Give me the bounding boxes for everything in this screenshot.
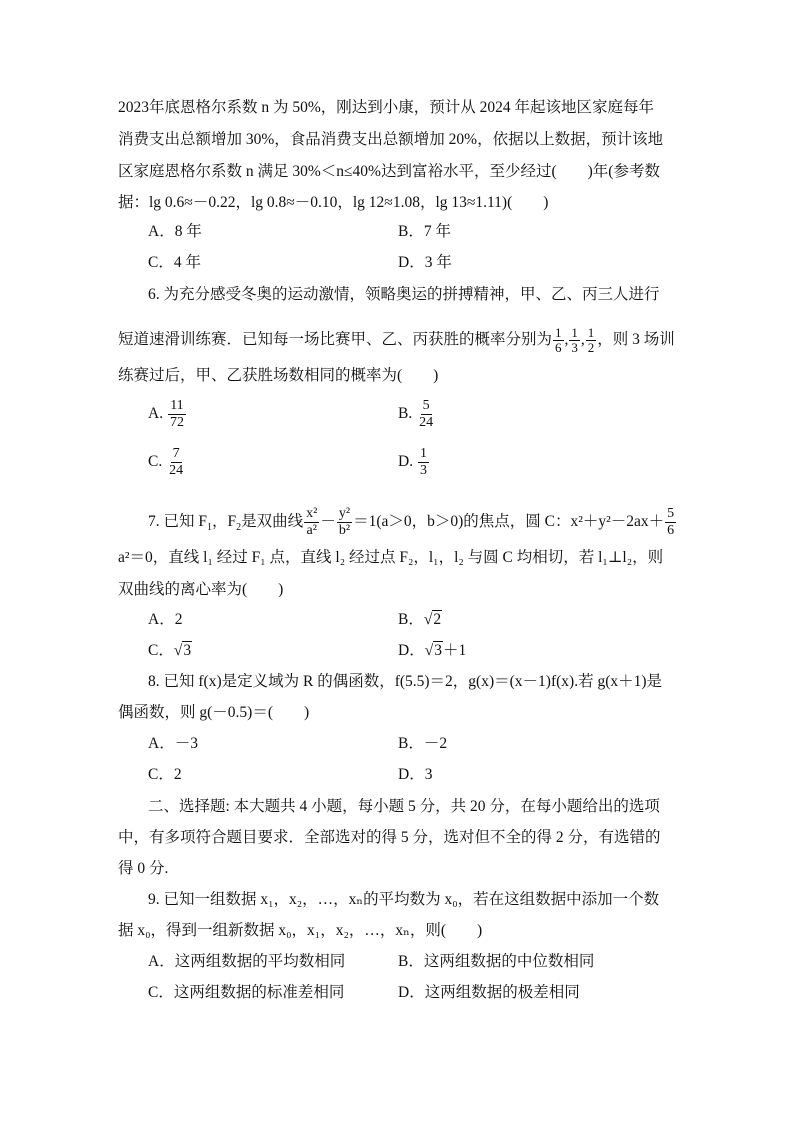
q7-line-2: a²＝0，直线 l₁ 经过 F₁ 点，直线 l₂ 经过点 F₂，l₁，l₂ 与圆 C 均相切，若 l₁⊥l₂，则 xyxy=(118,549,664,566)
q7-line-3: 双曲线的离心率为( ) xyxy=(118,581,284,598)
q8-line-2: 偶函数，则 g(－0.5)＝( ) xyxy=(118,704,310,721)
q8-option-c: C．2 xyxy=(148,766,182,783)
q5-line-1: 2023年底恩格尔系数 n 为 50%，刚达到小康，预计从 2024 年起该地区家庭每年 xyxy=(118,99,655,116)
section-2-line-1: 二、选择题: 本大题共 4 小题，每小题 5 分，共 20 分，在每小题给出的选项 xyxy=(148,798,660,815)
q7-option-c: C．√3 xyxy=(148,642,192,659)
q9-option-d: D．这两组数据的极差相同 xyxy=(398,984,580,1001)
q6-text-tail: ，则 3 场训 xyxy=(597,331,675,349)
q5-option-b: B．7 年 xyxy=(398,223,451,240)
q9-line-2: 据 x₀，得到一组新数据 x₀，x₁，x₂，…，xₙ，则( ) xyxy=(118,922,483,939)
q6-fraction-1: $\frac{1}{6}$ xyxy=(555,325,562,355)
q6-line-2: 短道速滑训练赛．已知每一场比赛甲、乙、丙获胜的概率分别为 $\frac{1}{6}$ , $\frac{1}{3}$ , $\frac{1}{2}$ ，则 3 场训 xyxy=(118,325,675,355)
q6-option-a: A. $\frac{11}{72}$ xyxy=(148,398,184,430)
q9-option-c: C．这两组数据的标准差相同 xyxy=(148,984,345,1001)
q5-line-3: 区家庭恩格尔系数 n 满足 30%＜n≤40%达到富裕水平，至少经过( )年(参考数 xyxy=(118,163,660,180)
q7-option-b: B．√2 xyxy=(398,611,442,628)
q8-option-d: D．3 xyxy=(398,766,433,783)
q6-line-3: 练赛过后，甲、乙获胜场数相同的概率为( ) xyxy=(118,367,439,384)
q7-option-d: D．√3＋1 xyxy=(398,642,467,659)
q6-text: 短道速滑训练赛．已知每一场比赛甲、乙、丙获胜的概率分别为 xyxy=(118,331,553,349)
q8-option-a: A．－3 xyxy=(148,735,198,752)
q5-option-d: D．3 年 xyxy=(398,254,452,271)
q5-option-c: C．4 年 xyxy=(148,254,201,271)
section-2-line-2: 中，有多项符合题目要求．全部选对的得 5 分，选对但不全的得 2 分，有选错的 xyxy=(118,829,661,846)
q7-line-1: 7. 已知 $F_1$，$F_2$是双曲线 $\frac{\text{x²}}{\text{a²}}$ － $\frac{\text{y²}}{\text{b²}}$ ＝1(a＞0，b＞0)的焦点，圆 C：x²＋y²－2ax＋ $\frac{5}{6}$ xyxy=(148,506,675,538)
q5-line-4: 据：lg 0.6≈－0.22，lg 0.8≈－0.10，lg 12≈1.08，lg 13≈1.11)( ) xyxy=(118,194,549,211)
q9-option-a: A．这两组数据的平均数相同 xyxy=(148,953,346,970)
q6-option-d: D. $\frac{1}{3}$ xyxy=(398,446,427,478)
q5-line-2: 消费支出总额增加 30%，食品消费支出总额增加 20%，依据以上数据，预计该地 xyxy=(118,131,664,148)
q9-line-1: 9. 已知一组数据 x₁，x₂，…，xₙ的平均数为 x₀，若在这组数据中添加一个数 xyxy=(148,891,660,908)
q7-option-a: A．2 xyxy=(148,611,183,628)
q6-option-b: B. $\frac{5}{24}$ xyxy=(398,398,434,430)
q6-option-c: C. $\frac{7}{24}$ xyxy=(148,446,184,478)
q6-line-1: 6. 为充分感受冬奥的运动激情，领略奥运的拼搏精神，甲、乙、丙三人进行 xyxy=(148,286,660,303)
section-2-line-3: 得 0 分. xyxy=(118,860,169,877)
q8-line-1: 8. 已知 f(x)是定义域为 R 的偶函数，f(5.5)＝2，g(x)＝(x－1)f(x).若 g(x＋1)是 xyxy=(148,673,663,690)
q6-fraction-2: $\frac{1}{3}$ xyxy=(571,325,578,355)
q8-option-b: B．－2 xyxy=(398,735,448,752)
q5-option-a: A．8 年 xyxy=(148,223,202,240)
q9-option-b: B．这两组数据的中位数相同 xyxy=(398,953,595,970)
q6-fraction-3: $\frac{1}{2}$ xyxy=(587,325,595,355)
